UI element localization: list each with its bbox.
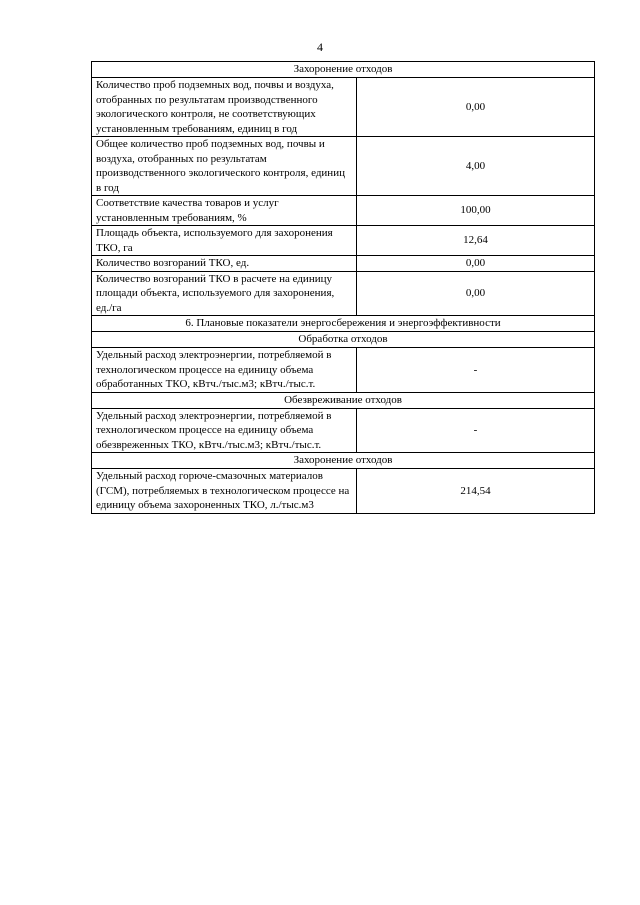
table-row — [92, 348, 595, 393]
indicator-label: Общее количество проб подземных вод, почвы и воздуха, отобранных по результатам производственного экологического контроля, единиц в год — [92, 137, 357, 196]
indicator-label: Удельный расход электроэнергии, потребляемой в технологическом процессе на единицу объема обезвреженных ТКО, кВтч./тыс.м3; кВтч./тыс.т. — [92, 408, 357, 453]
indicator-value: 214,54 — [357, 469, 595, 514]
indicator-value: 4,00 — [357, 137, 595, 196]
table-row — [92, 408, 595, 453]
indicator-value: 0,00 — [357, 271, 595, 316]
indicator-value: 12,64 — [357, 226, 595, 256]
table-row — [92, 256, 595, 272]
indicator-value: 0,00 — [357, 256, 595, 272]
indicators-table — [91, 61, 595, 514]
section-heading: Обезвреживание отходов — [92, 392, 595, 408]
section-row — [92, 316, 595, 332]
indicator-value: 100,00 — [357, 196, 595, 226]
table-row — [92, 226, 595, 256]
indicator-value: - — [357, 348, 595, 393]
indicator-label: Площадь объекта, используемого для захоронения ТКО, га — [92, 226, 357, 256]
indicator-label: Количество возгораний ТКО, ед. — [92, 256, 357, 272]
indicator-label: Удельный расход электроэнергии, потребляемой в технологическом процессе на единицу объема обработанных ТКО, кВтч./тыс.м3; кВтч./тыс.т. — [92, 348, 357, 393]
section-heading: Обработка отходов — [92, 332, 595, 348]
table-row — [92, 469, 595, 514]
section-heading: Захоронение отходов — [92, 453, 595, 469]
table-row — [92, 137, 595, 196]
indicator-value: 0,00 — [357, 78, 595, 137]
indicator-label: Соответствие качества товаров и услуг установленным требованиям, % — [92, 196, 357, 226]
section-row — [92, 62, 595, 78]
page-number: 4 — [317, 40, 323, 54]
indicator-label: Удельный расход горюче-смазочных материалов (ГСМ), потребляемых в технологическом процессе на единицу объема захороненных ТКО, л./тыс.м3 — [92, 469, 357, 514]
indicator-label: Количество проб подземных вод, почвы и воздуха, отобранных по результатам производственного экологического контроля, не соответствующих установленным требованиям, единиц в год — [92, 78, 357, 137]
section-row — [92, 392, 595, 408]
section-row — [92, 332, 595, 348]
table-row — [92, 271, 595, 316]
section-row — [92, 453, 595, 469]
section-heading: Захоронение отходов — [92, 62, 595, 78]
table-row — [92, 196, 595, 226]
section-heading: 6. Плановые показатели энергосбережения и энергоэффективности — [92, 316, 595, 332]
indicator-label: Количество возгораний ТКО в расчете на единицу площади объекта, используемого для захоронения, ед./га — [92, 271, 357, 316]
indicator-value: - — [357, 408, 595, 453]
table-row — [92, 78, 595, 137]
